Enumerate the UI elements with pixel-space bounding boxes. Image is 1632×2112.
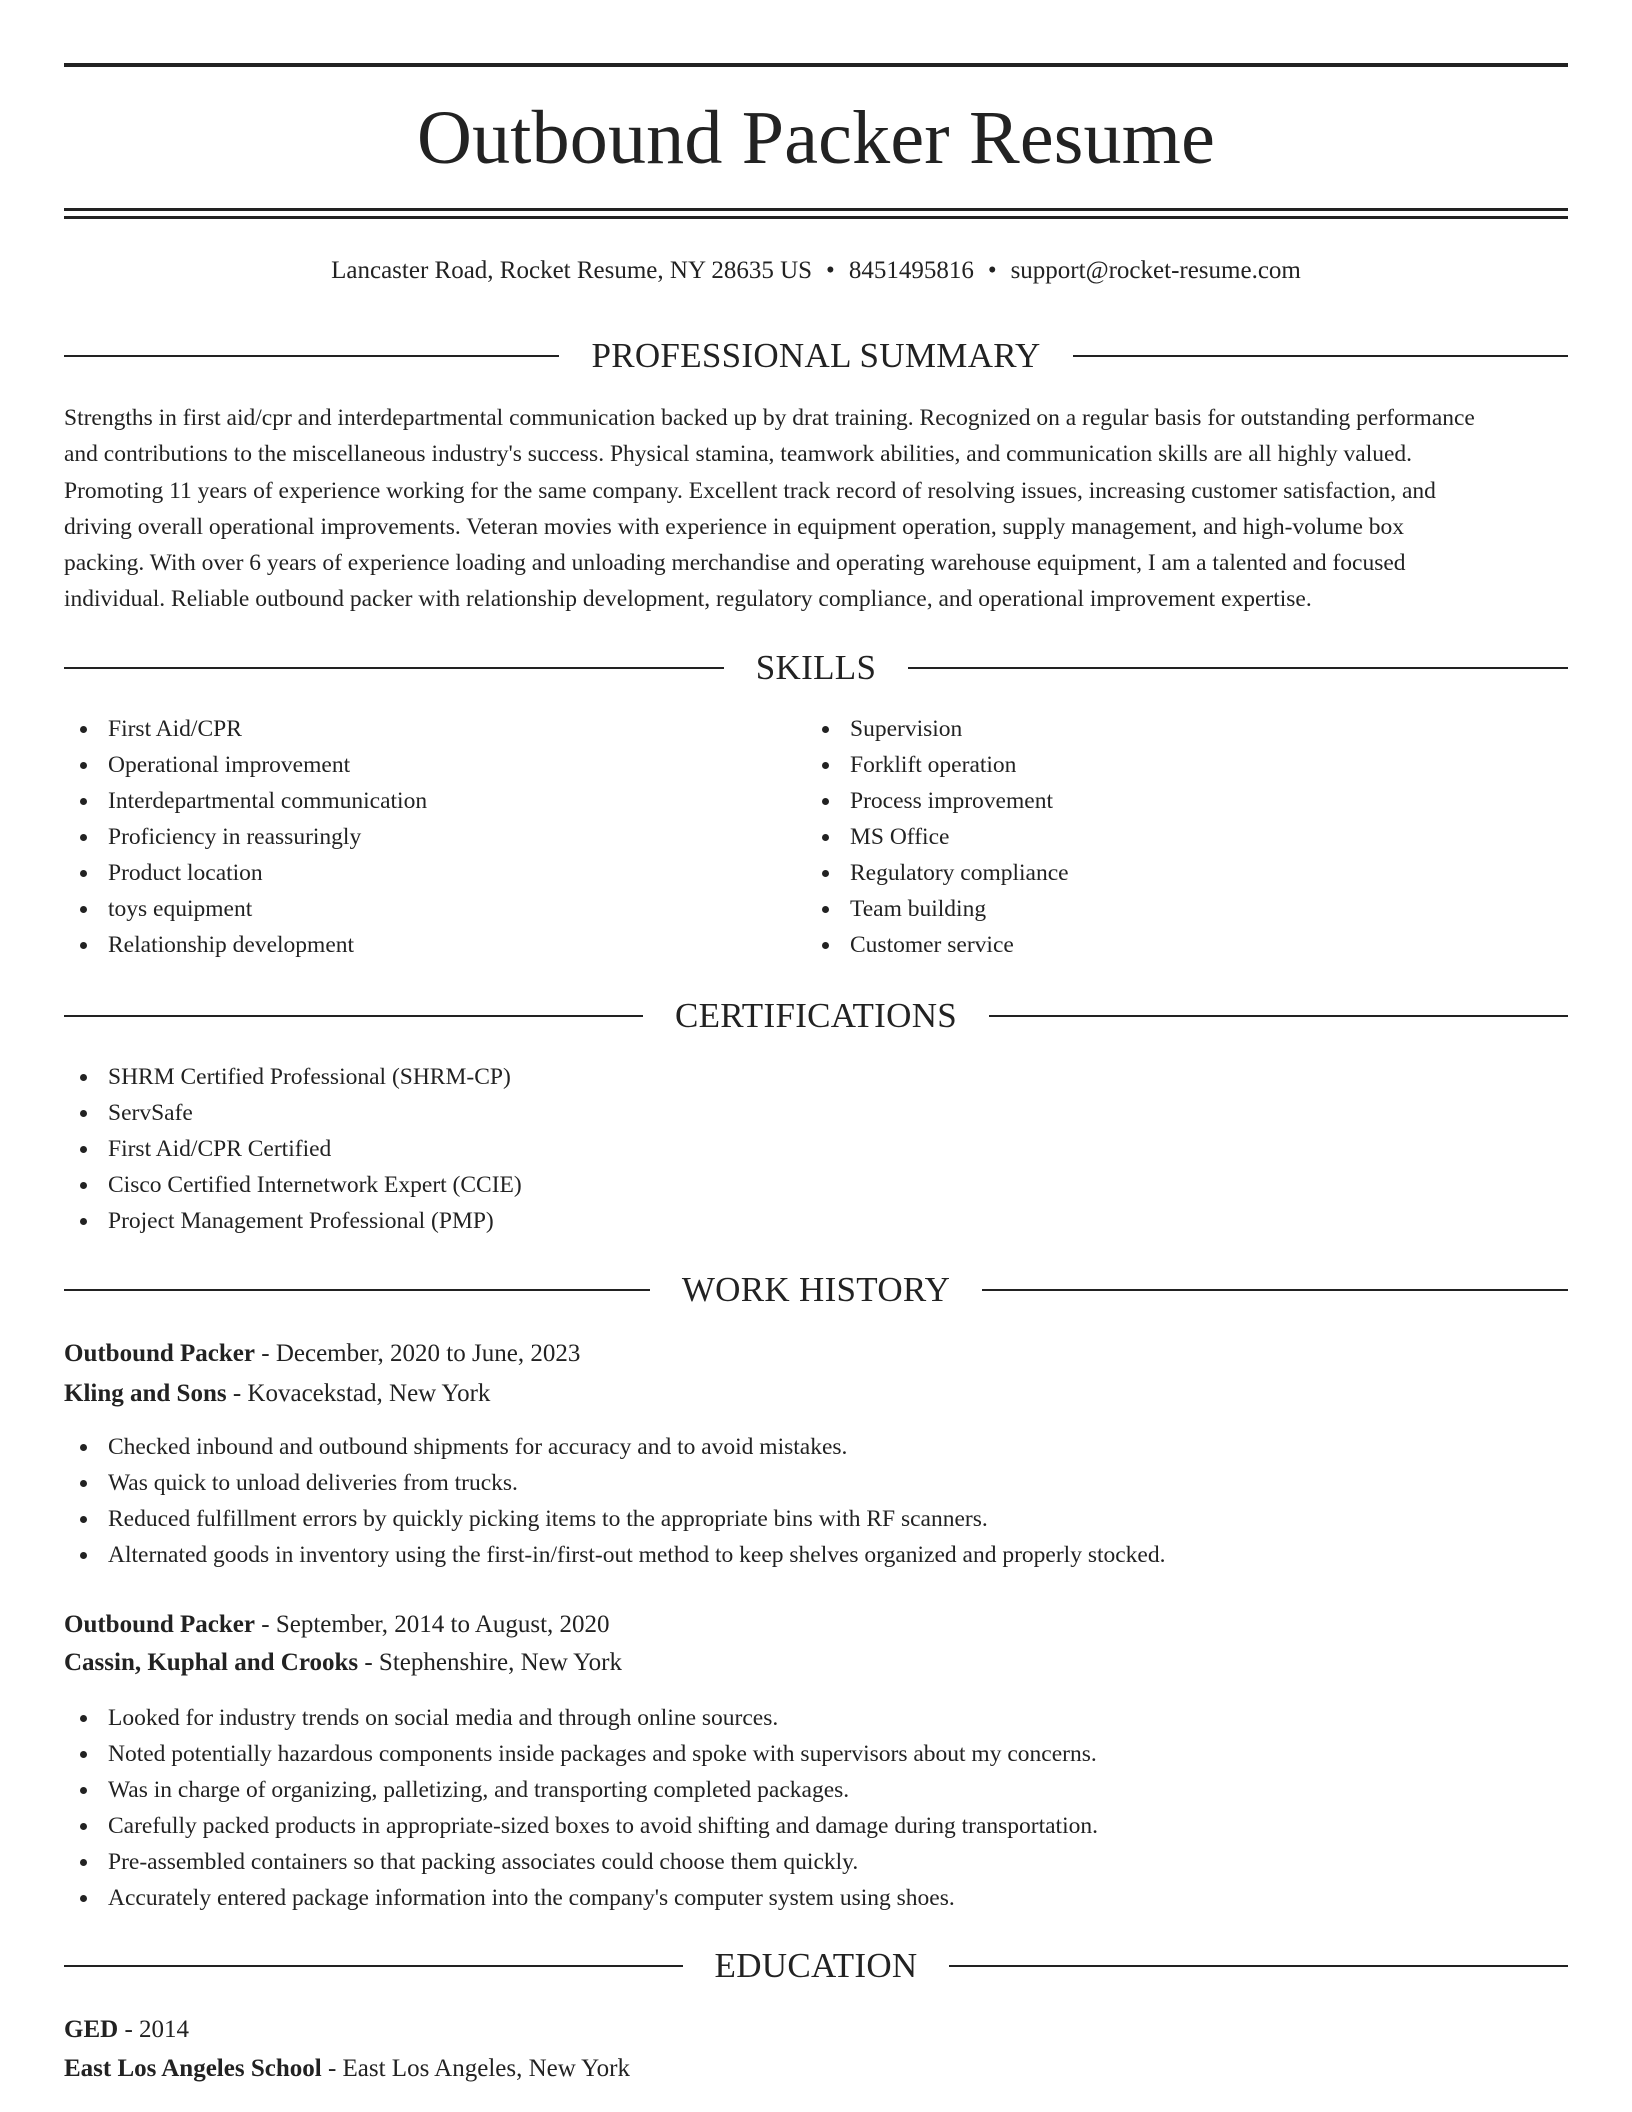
- contact-phone: 8451495816: [848, 257, 974, 284]
- heading-rule: [64, 667, 724, 669]
- job-company: Cassin, Kuphal and Crooks: [64, 1649, 359, 1676]
- contact-line: [64, 253, 1568, 289]
- work-section-heading: [64, 1268, 1568, 1312]
- skill-item: Proficiency in reassuringly: [64, 819, 764, 855]
- job-duty-item: Carefully packed products in appropriate-sized boxes to avoid shifting and damage during transportation.: [64, 1808, 1568, 1844]
- education-school-line: [64, 2051, 1568, 2087]
- job-duty-item: Alternated goods in inventory using the first-in/first-out method to keep shelves organized and properly stocked.: [64, 1537, 1568, 1573]
- job-title-line: [64, 1607, 1568, 1643]
- summary-line: Promoting 11 years of experience working for the same company. Excellent track record of resolving issues, increasing customer satisfaction, and: [64, 477, 1436, 504]
- skill-item: Operational improvement: [64, 747, 764, 783]
- education-location: - East Los Angeles, New York: [321, 2055, 631, 2082]
- certification-item: Project Management Professional (PMP): [64, 1203, 1064, 1239]
- skill-item: First Aid/CPR: [64, 711, 764, 747]
- certifications-heading-label: CERTIFICATIONS: [674, 996, 958, 1035]
- job-duty-item: Noted potentially hazardous components inside packages and spoke with supervisors about my concerns.: [64, 1736, 1568, 1772]
- heading-rule: [64, 1289, 650, 1291]
- summary-line: and contributions to the miscellaneous industry's success. Physical stamina, teamwork abilities, and communication skills are all highly valued.: [64, 441, 1413, 468]
- job-duty-item: Accurately entered package information into the company's computer system using shoes.: [64, 1880, 1568, 1916]
- job-duty-item: Was in charge of organizing, palletizing, and transporting completed packages.: [64, 1772, 1568, 1808]
- skill-item: Product location: [64, 855, 764, 891]
- skill-item: Customer service: [806, 927, 1506, 963]
- education-heading-label: EDUCATION: [714, 1946, 918, 1985]
- job-company-line: [64, 1376, 1568, 1412]
- skill-item: Forklift operation: [806, 747, 1506, 783]
- job-duty-item: Looked for industry trends on social media and through online sources.: [64, 1700, 1568, 1736]
- job-company: Kling and Sons: [64, 1380, 227, 1407]
- summary-paragraph: [64, 400, 1568, 618]
- certification-item: SHRM Certified Professional (SHRM-CP): [64, 1059, 1064, 1095]
- skill-item: Supervision: [806, 711, 1506, 747]
- education-degree-line: [64, 2012, 1568, 2048]
- heading-rule: [64, 1965, 683, 1967]
- title-double-divider: [64, 208, 1568, 219]
- heading-rule: [989, 1015, 1568, 1017]
- contact-address: Lancaster Road, Rocket Resume, NY 28635 US: [331, 257, 813, 284]
- certification-item: Cisco Certified Internetwork Expert (CCIE): [64, 1167, 1064, 1203]
- heading-rule: [908, 667, 1568, 669]
- job-dates: - December, 2020 to June, 2023: [255, 1340, 581, 1367]
- summary-line: driving overall operational improvements. Veteran movies with experience in equipment operation, supply management, and high-volume box: [64, 513, 1405, 540]
- skill-item: MS Office: [806, 819, 1506, 855]
- job-duty-item: Reduced fulfillment errors by quickly picking items to the appropriate bins with RF scanners.: [64, 1501, 1568, 1537]
- contact-email[interactable]: support@rocket-resume.com: [1010, 257, 1301, 284]
- certification-item: First Aid/CPR Certified: [64, 1131, 1064, 1167]
- contact-separator: •: [987, 257, 997, 284]
- skill-item: toys equipment: [64, 891, 764, 927]
- summary-line: individual. Reliable outbound packer with relationship development, regulatory compliance, and operational improvement expertise.: [64, 586, 1312, 613]
- education-section-heading: [64, 1944, 1568, 1988]
- job-duty-item: Pre-assembled containers so that packing associates could choose them quickly.: [64, 1844, 1568, 1880]
- skill-item: Relationship development: [64, 927, 764, 963]
- heading-rule: [64, 355, 559, 357]
- job-duties-list: [64, 1429, 1568, 1573]
- job-title: Outbound Packer: [64, 1611, 256, 1638]
- work-heading-label: WORK HISTORY: [681, 1270, 951, 1309]
- skill-item: Regulatory compliance: [806, 855, 1506, 891]
- heading-rule: [949, 1965, 1568, 1967]
- job-duty-item: Was quick to unload deliveries from trucks.: [64, 1465, 1568, 1501]
- education-year: - 2014: [118, 2016, 190, 2043]
- job-duty-item: Checked inbound and outbound shipments for accuracy and to avoid mistakes.: [64, 1429, 1568, 1465]
- summary-line: Strengths in first aid/cpr and interdepartmental communication backed up by drat training. Recognized on a regular basis for outstanding performance: [64, 405, 1475, 431]
- summary-heading-label: PROFESSIONAL SUMMARY: [591, 336, 1041, 375]
- resume-title: Outbound Packer Resume: [416, 96, 1216, 180]
- skills-list-right: [806, 711, 1506, 963]
- job-title-line: [64, 1336, 1568, 1372]
- skills-section-heading: [64, 646, 1568, 690]
- heading-rule: [1073, 355, 1568, 357]
- summary-section-heading: [64, 334, 1568, 378]
- skills-list-left: [64, 711, 764, 963]
- skills-heading-label: SKILLS: [755, 648, 877, 687]
- job-location: - Stephenshire, New York: [358, 1649, 622, 1676]
- heading-rule: [64, 1015, 643, 1017]
- education-school: East Los Angeles School: [64, 2055, 322, 2082]
- skill-item: Team building: [806, 891, 1506, 927]
- skill-item: Interdepartmental communication: [64, 783, 764, 819]
- education-degree: GED: [64, 2016, 119, 2043]
- summary-line: packing. With over 6 years of experience loading and unloading merchandise and operating warehouse equipment, I am a talented and focused: [64, 550, 1406, 577]
- job-company-line: [64, 1645, 1568, 1681]
- job-duties-list: [64, 1700, 1568, 1916]
- job-location: - Kovacekstad, New York: [226, 1380, 491, 1407]
- skill-item: Process improvement: [806, 783, 1506, 819]
- job-dates: - September, 2014 to August, 2020: [255, 1611, 610, 1638]
- certifications-list: [64, 1059, 1064, 1239]
- top-divider: [64, 63, 1568, 67]
- contact-separator: •: [826, 257, 835, 284]
- certification-item: ServSafe: [64, 1095, 1064, 1131]
- job-title: Outbound Packer: [64, 1340, 256, 1367]
- certifications-section-heading: [64, 994, 1568, 1038]
- heading-rule: [982, 1289, 1568, 1291]
